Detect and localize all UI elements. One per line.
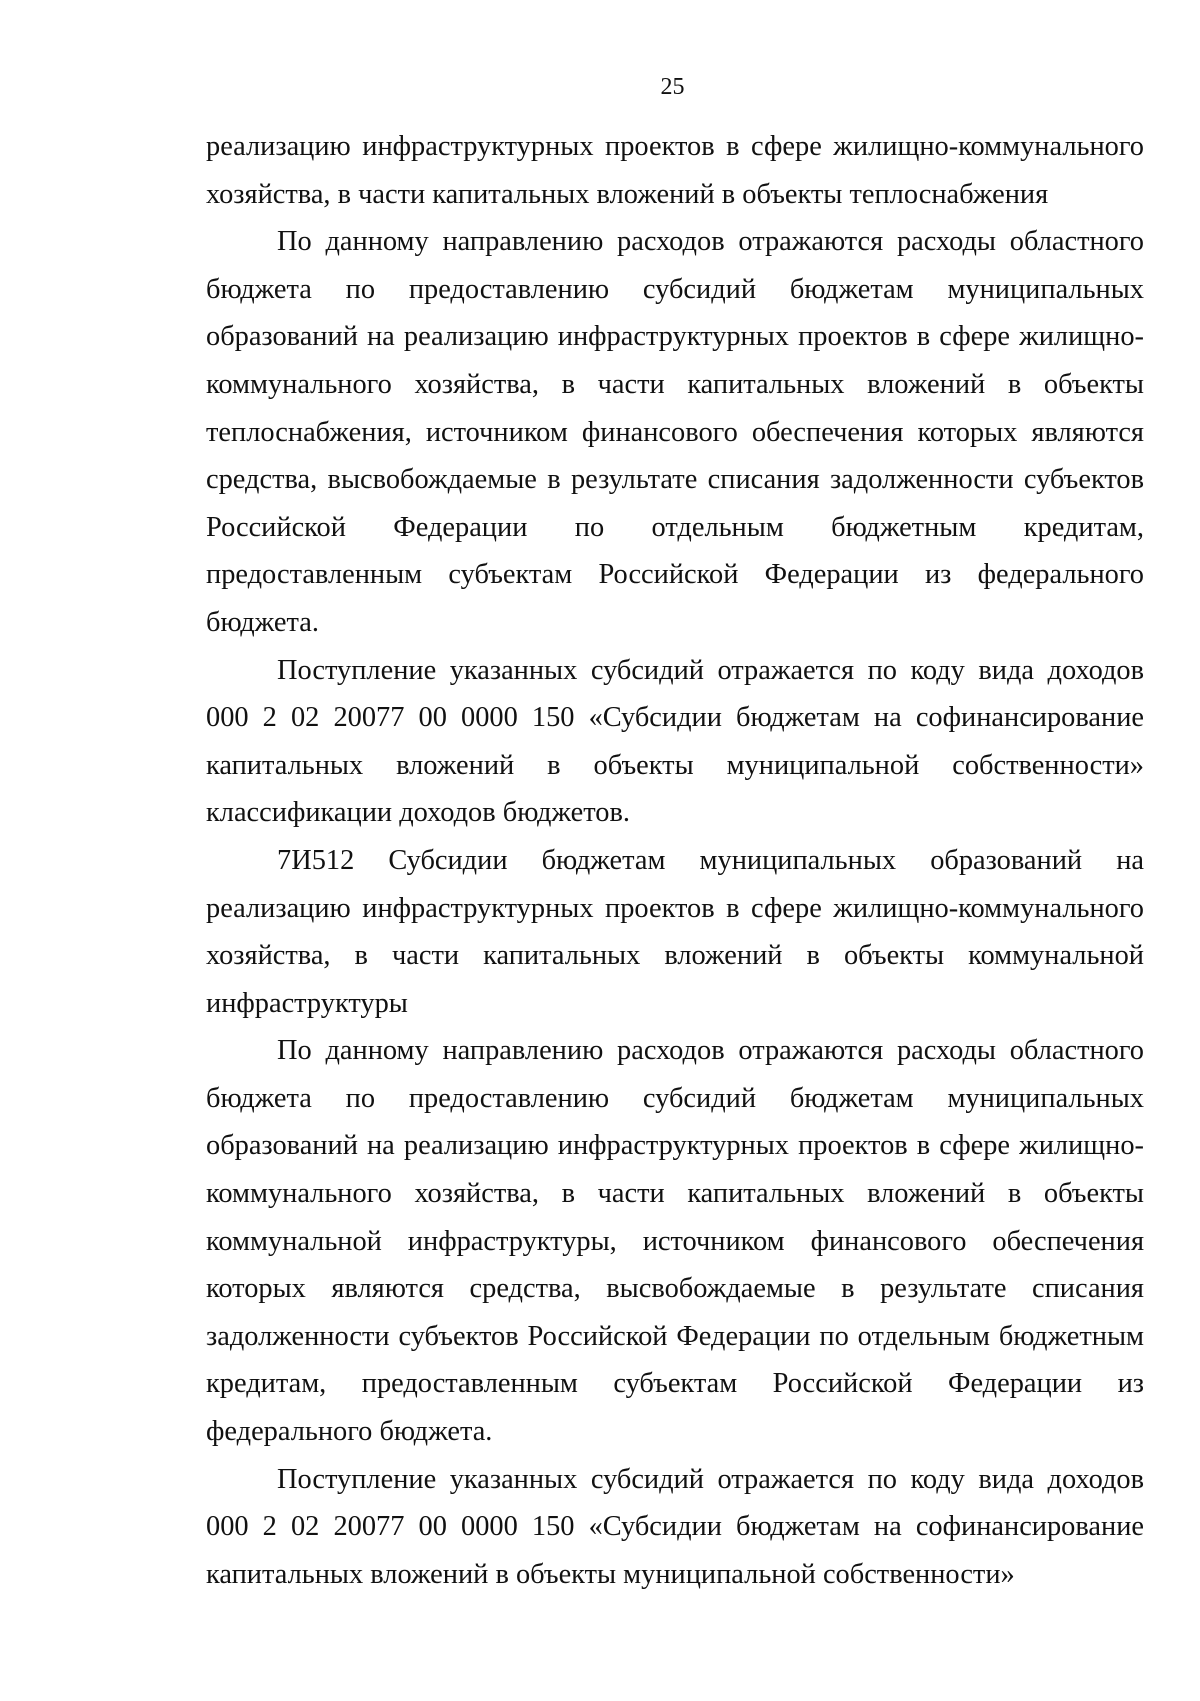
paragraph-description-heat-supply: По данному направлению расходов отражаются расходы областного бюджета по предоставлению субсидий бюджетам муниципальных образований на реализацию инфраструктурных проектов в сфере жилищно-коммунального хозяйства, в части капитальных вложений в объекты теплоснабжения, источником финансового обеспечения которых являются средства, высвобождаемые в результате списания задолженности субъектов Российской Федерации по отдельным бюджетным кредитам, предоставленным субъектам Российской Федерации из федерального бюджета.: [206, 226, 1144, 638]
page-number: 25: [660, 74, 685, 100]
paragraph-description-communal-infrastructure: По данному направлению расходов отражаются расходы областного бюджета по предоставлению субсидий бюджетам муниципальных образований на реализацию инфраструктурных проектов в сфере жилищно-коммунального хозяйства, в части капитальных вложений в объекты коммунальной инфраструктуры, источником финансового обеспечения которых являются средства, высвобождаемые в результате списания задолженности субъектов Российской Федерации по отдельным бюджетным кредитам, предоставленным субъектам Российской Федерации из федерального бюджета.: [206, 1035, 1144, 1448]
paragraph-continuation: реализацию инфраструктурных проектов в сфере жилищно-коммунального хозяйства, в части капитальных вложений в объекты теплоснабжения: [206, 131, 1144, 210]
paragraph-expense-code-heading: 7И512 Субсидии бюджетам муниципальных образований на реализацию инфраструктурных проектов в сфере жилищно-коммунального хозяйства, в части капитальных вложений в объекты коммунальной инфраструктуры: [206, 844, 1144, 1019]
paragraph-income-code-2: Поступление указанных субсидий отражается по коду вида доходов 000 2 02 20077 00 0000 150 «Субсидии бюджетам на софинансирование капитальных вложений в объекты муниципальной собственности»: [206, 1463, 1144, 1590]
document-body: [206, 123, 1144, 1598]
paragraph-income-code: Поступление указанных субсидий отражается по коду вида доходов 000 2 02 20077 00 0000 150 «Субсидии бюджетам на софинансирование капитальных вложений в объекты муниципальной собственности» классификации доходов бюджетов.: [206, 654, 1144, 829]
